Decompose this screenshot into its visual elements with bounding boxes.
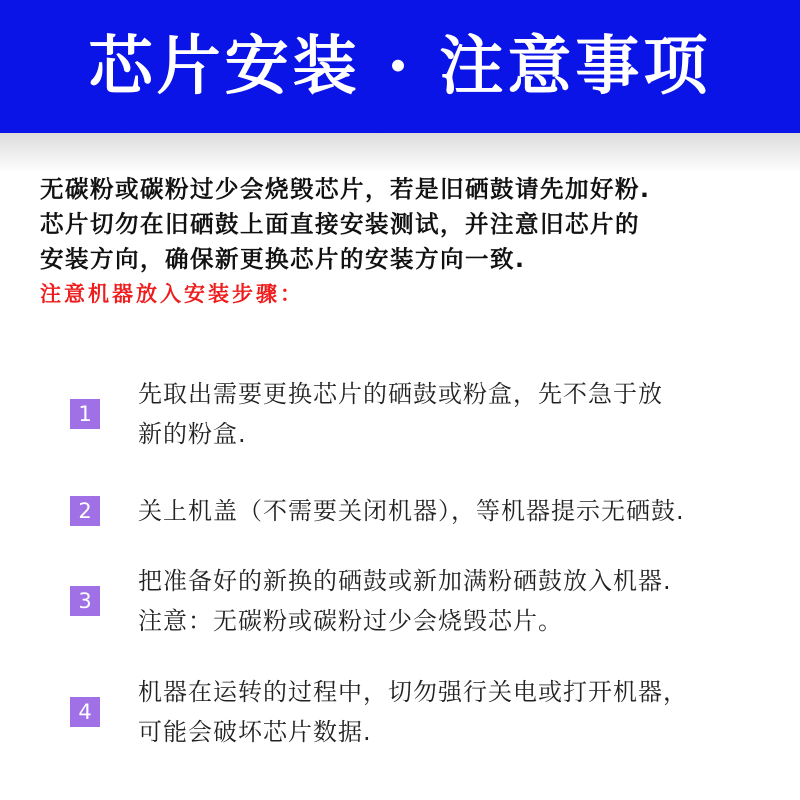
- step-2: [70, 491, 770, 531]
- step-text-line: 关上机盖（不需要关闭机器），等机器提示无硒鼓.: [138, 497, 685, 525]
- intro-line: 安装方向，确保新更换芯片的安装方向一致.: [40, 245, 526, 273]
- step-text-line: 先取出需要更换芯片的硒鼓或粉盒，先不急于放: [138, 380, 663, 408]
- step-text-line: 机器在运转的过程中，切勿强行关电或打开机器，: [138, 678, 688, 706]
- step-number-badge: 3: [70, 586, 100, 616]
- intro-notes: [40, 172, 780, 312]
- warning-heading: 注意机器放入安装步骤：: [40, 282, 304, 306]
- header-banner: [0, 0, 800, 133]
- banner-shadow: [0, 133, 800, 173]
- step-1: [70, 374, 770, 454]
- step-3: [70, 561, 770, 641]
- step-text-line: 可能会破坏芯片数据.: [138, 718, 372, 746]
- step-text: [138, 491, 685, 531]
- step-text-line: 把准备好的新换的硒鼓或新加满粉硒鼓放入机器.: [138, 567, 672, 595]
- page-title: 芯片安装 · 注意事项: [88, 28, 712, 104]
- intro-line: 无碳粉或碳粉过少会烧毁芯片，若是旧硒鼓请先加好粉.: [40, 175, 651, 203]
- step-text: [138, 374, 663, 454]
- step-text: [138, 561, 672, 641]
- step-number-badge: 1: [70, 399, 100, 429]
- step-number-badge: 2: [70, 496, 100, 526]
- step-text: [138, 672, 688, 752]
- intro-line: 芯片切勿在旧硒鼓上面直接安装测试，并注意旧芯片的: [40, 210, 640, 238]
- step-number-badge: 4: [70, 697, 100, 727]
- step-text-line: 注意：无碳粉或碳粉过少会烧毁芯片。: [138, 607, 563, 635]
- step-4: [70, 672, 770, 752]
- step-text-line: 新的粉盒.: [138, 420, 247, 448]
